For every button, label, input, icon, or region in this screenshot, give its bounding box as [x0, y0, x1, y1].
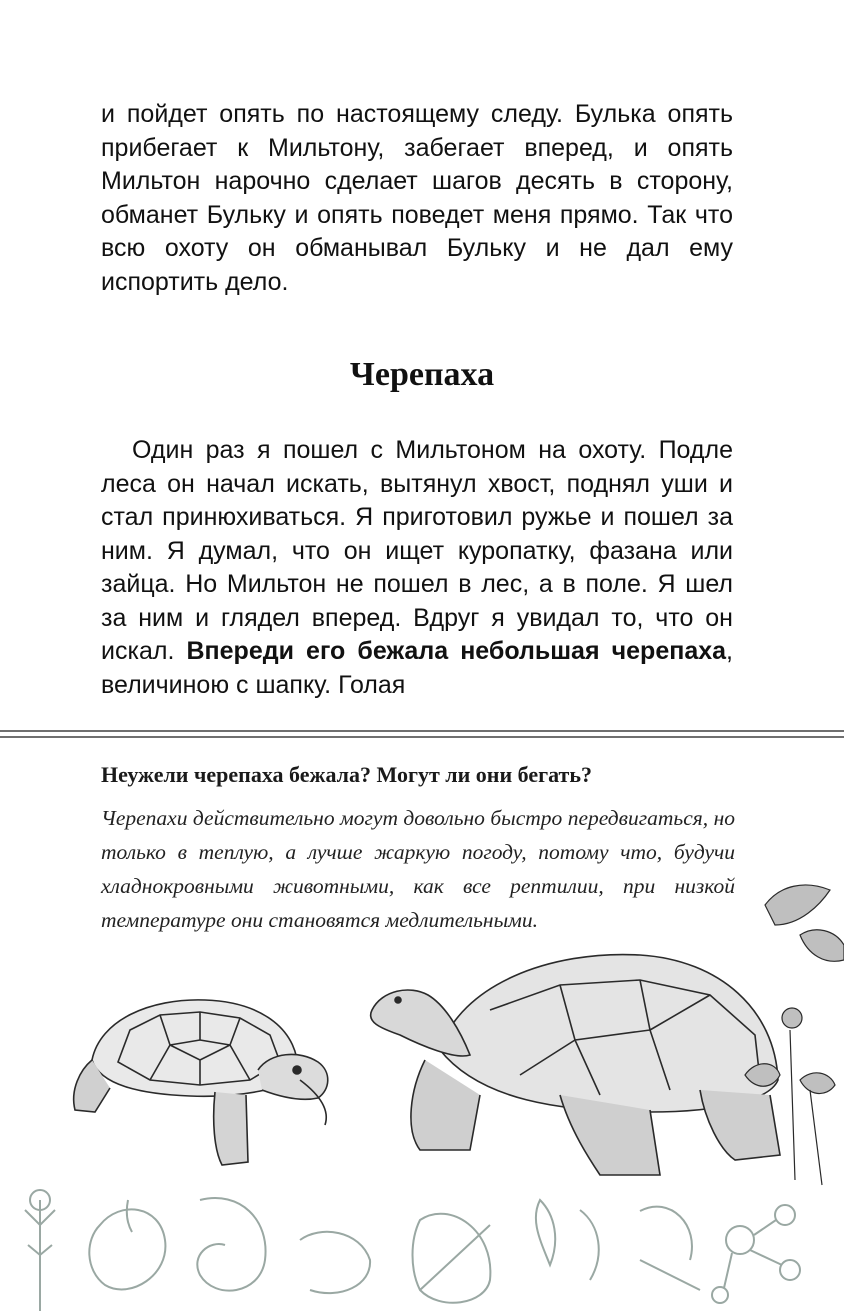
story-bold-text: Впереди его бежала небольшая черепаха: [186, 637, 727, 665]
giant-tortoise-drawing: [371, 955, 780, 1175]
sidebar-answer: Черепахи действительно могут довольно быстро передвигаться, но только в теплую, а лучше жаркую погоду, потому что, будучи хладнокровными животными, как все рептилии, при низкой температуре они становятся медлительными.: [101, 806, 735, 932]
story-text-part1: Один раз я пошел с Мильтоном на охоту. Подле леса он начал искать, вытянул хвост, поднял уши и стал принюхиваться. Я приготовил ружье и пошел за ним. Я думал, что он ищет куропатку, фазана или зайца. Но Мильтон не пошел в лес, а в поле. Я шел за ним и глядел вперед. Вдруг я увидал то, что он искал.: [101, 436, 733, 665]
sidebar-question: Неужели черепаха бежала? Могут ли они бегать?: [101, 762, 592, 787]
top-paragraph-text: и пойдет опять по настоящему следу. Булька опять прибегает к Мильтону, забегает вперед, и опять Мильтон нарочно сделает шагов десять в сторону, обманет Бульку и опять поведет меня прямо. Так что всю охоту он обманывал Бульку и не дал ему испортить дело.: [101, 100, 733, 296]
small-tortoise-drawing: [74, 1000, 328, 1165]
chapter-title: Черепаха: [349, 356, 495, 393]
story-text-part2: , величиною с шапку. Голая: [101, 637, 733, 699]
decorative-doodles: [25, 1190, 800, 1311]
